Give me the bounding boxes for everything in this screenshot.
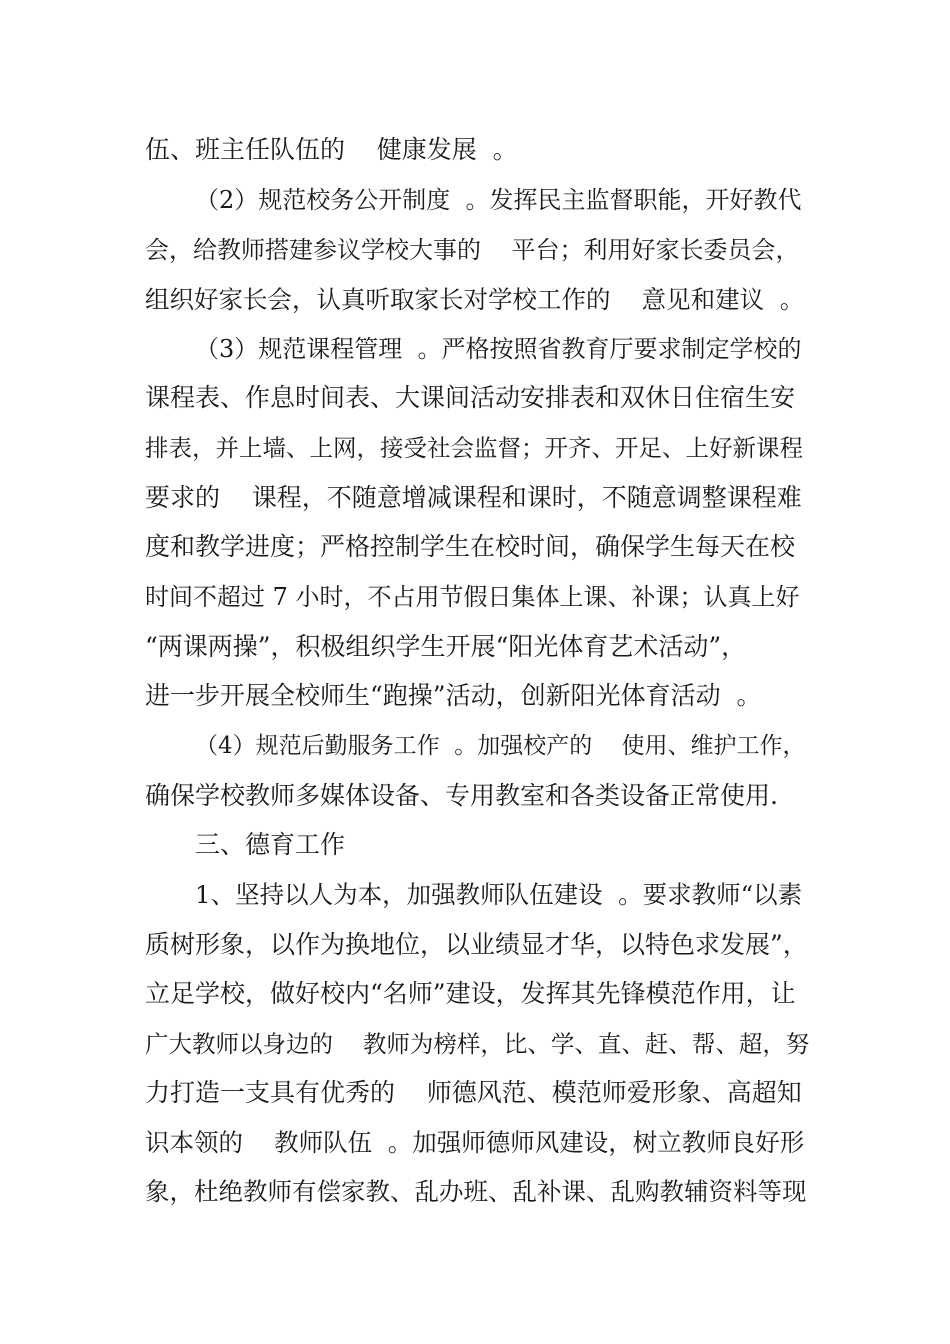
text-line: 要求的 课程，不随意增减课程和课时，不随意调整课程难 [145, 483, 802, 512]
text-line: 确保学校教师多媒体设备、专用教室和各类设备正常使用. [145, 781, 778, 810]
text-line: 时间不超过 7 小时，不占用节假日集体上课、补课；认真上好 [145, 583, 800, 611]
text-line: 会，给教师搭建参议学校大事的 平台；利用好家长委员会， [145, 236, 800, 264]
text-line: 识本领的 教师队伍 。加强师德师风建设，树立教师良好形 [145, 1128, 805, 1157]
text-line: （3）规范课程管理 。严格按照省教育厅要求制定学校的 [195, 335, 802, 363]
text-line: 1、坚持以人为本，加强教师队伍建设 。要求教师“以素 [195, 880, 803, 909]
text-line: 度和教学进度；严格控制学生在校时间，确保学生每天在校 [145, 532, 796, 561]
text-line: 伍、班主任队伍的 健康发展 。 [145, 135, 518, 164]
text-line: 象，杜绝教师有偿家教、乱办班、乱补课、乱购教辅资料等现 [145, 1177, 807, 1206]
text-line: 广大教师以身边的 教师为榜样，比、学、直、赶、帮、超，努 [145, 1030, 810, 1058]
text-line: “两课两操”，积极组织学生开展“阳光体育艺术活动”， [145, 632, 747, 661]
text-line: 质树形象，以作为换地位，以业绩显才华，以特色求发展”， [145, 930, 808, 959]
text-line: 课程表、作息时间表、大课间活动安排表和双休日住宿生安 [145, 383, 796, 412]
text-line: 排表，并上墙、上网，接受社会监督；开齐、开足、上好新课程 [145, 434, 803, 462]
text-line: （4）规范后勤服务工作 。加强校产的 使用、维护工作， [195, 733, 806, 759]
text-line: 进一步开展全校师生“跑操”活动，创新阳光体育活动 。 [145, 681, 762, 710]
section-heading: 三、德育工作 [195, 830, 346, 859]
text-line: 组织好家长会，认真听取家长对学校工作的 意见和建议 。 [145, 285, 805, 314]
text-line: （2）规范校务公开制度 。发挥民主监督职能，开好教代 [195, 186, 802, 214]
text-line: 力打造一支具有优秀的 师德风范、模范师爱形象、高超知 [145, 1078, 802, 1107]
text-line: 立足学校，做好校内“名师”建设，发挥其先锋模范作用，让 [145, 979, 796, 1008]
